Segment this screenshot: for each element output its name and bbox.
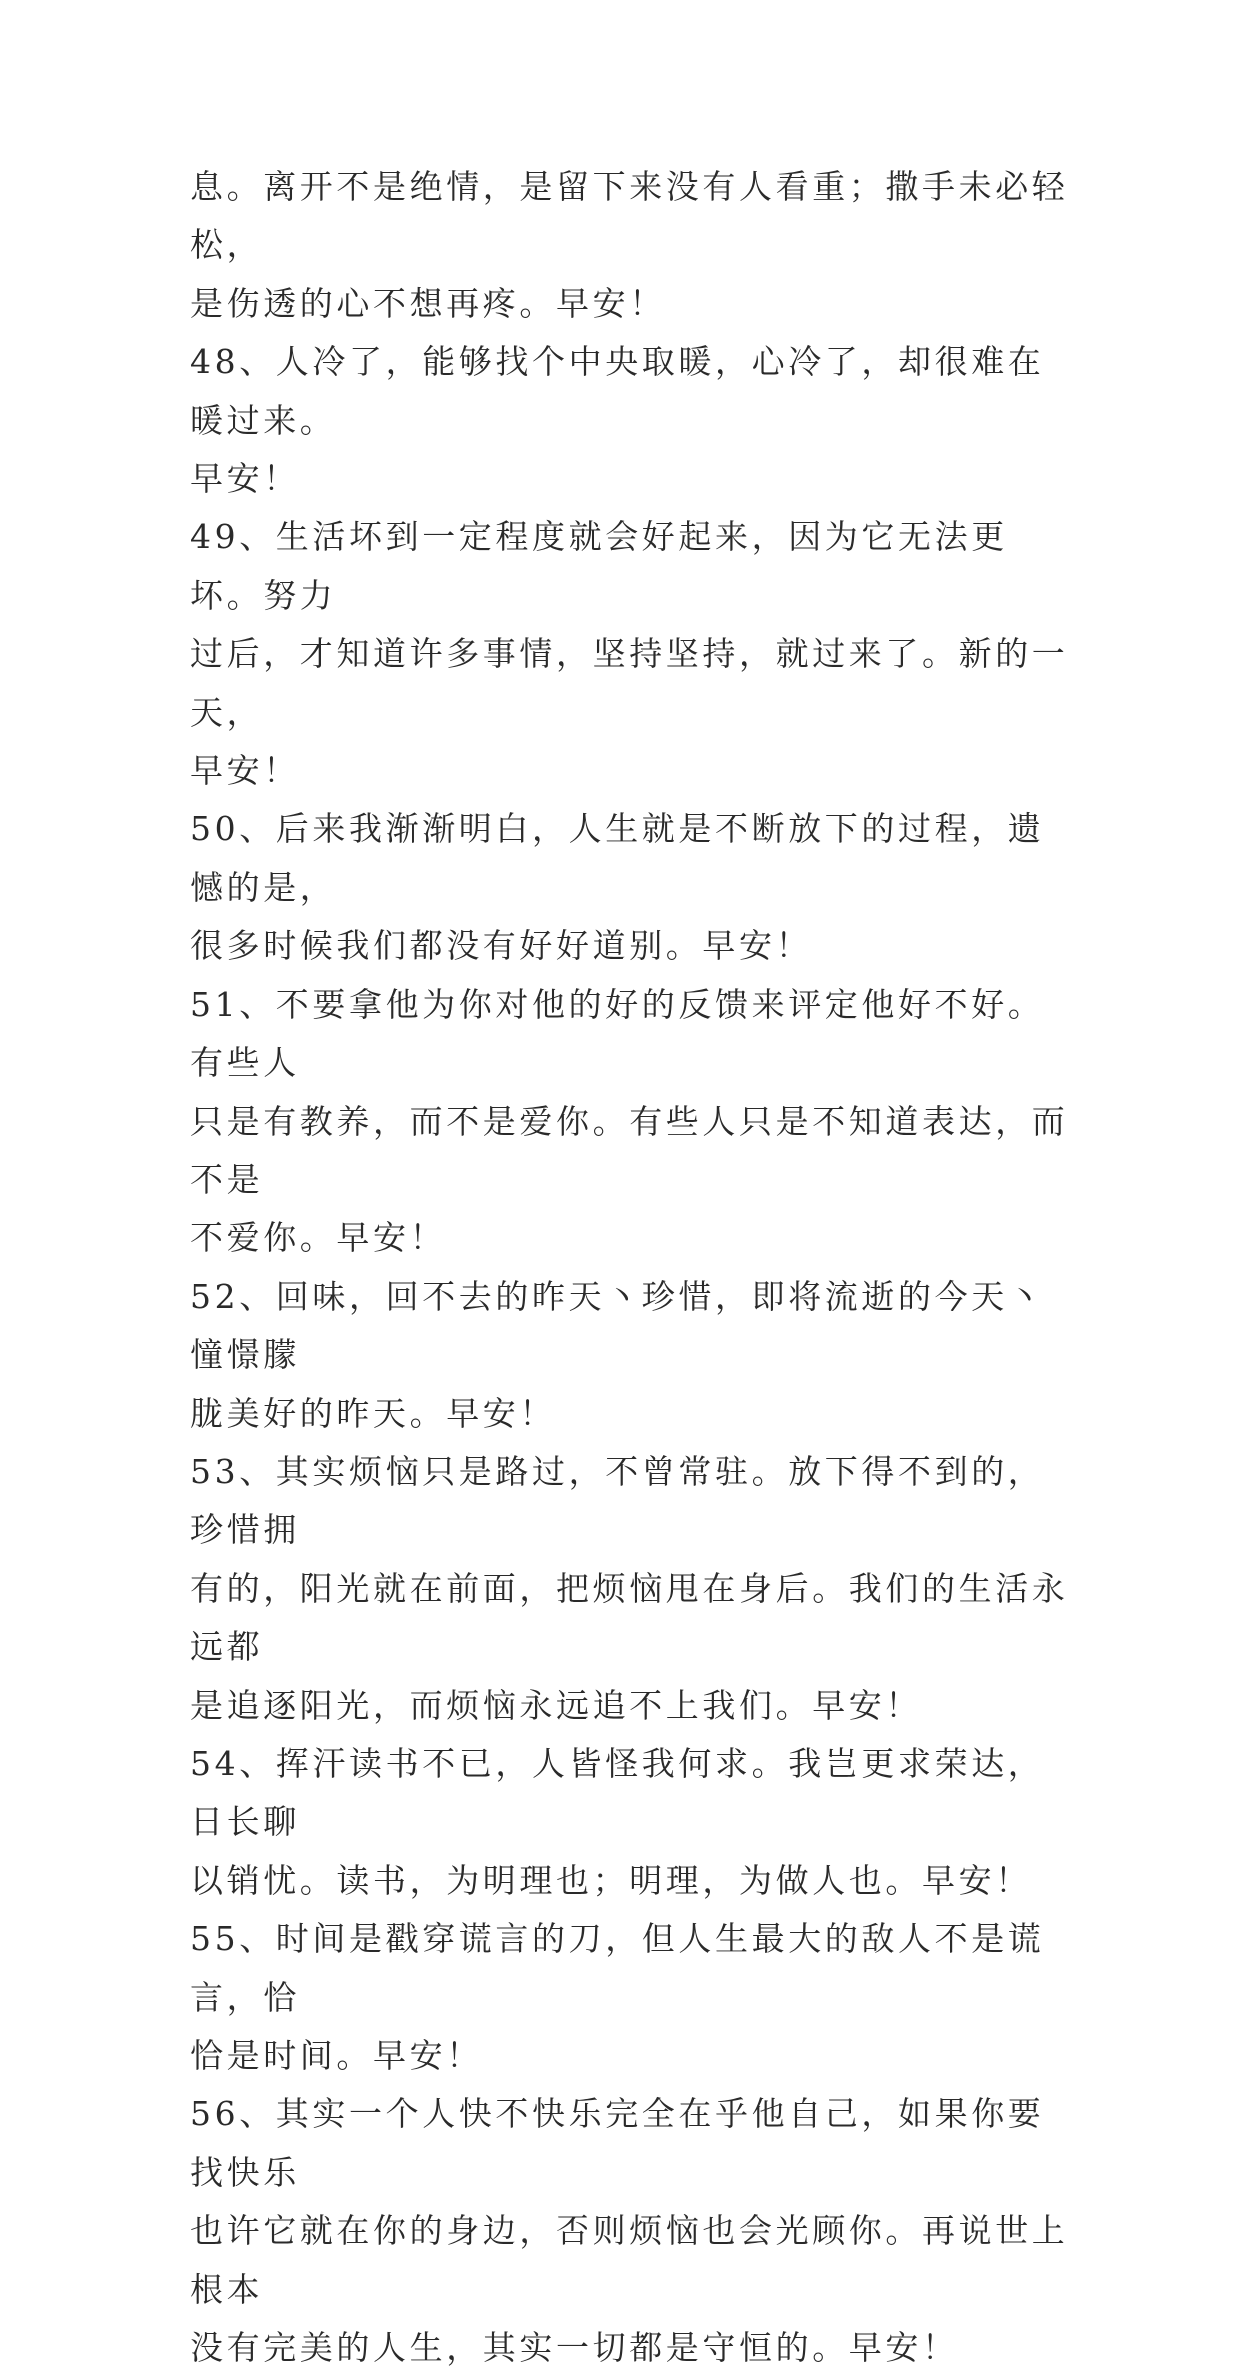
paragraph-53: 53、其实烦恼只是路过，不曾常驻。放下得不到的，珍惜拥 有的，阳光就在前面，把烦恼甩在身后。我们的生活永远都 是追逐阳光，而烦恼永远追不上我们。早安！ [190,1451,1069,1725]
paragraph-52: 52、回味，回不去的昨天丶珍惜，即将流逝的今天丶憧憬朦 胧美好的昨天。早安！ [190,1276,1045,1433]
paragraph-55: 55、时间是戳穿谎言的刀，但人生最大的敌人不是谎言，恰 恰是时间。早安！ [190,1919,1045,2075]
paragraph-49: 49、生活坏到一定程度就会好起来，因为它无法更坏。努力 过后，才知道许多事情，坚持坚持，就过来了。新的一天， 早安！ [190,517,1069,791]
paragraph-continuation: 息。离开不是绝情，是留下来没有人看重；撒手未必轻松， 是伤透的心不想再疼。早安！ [190,167,1069,323]
paragraph-51: 51、不要拿他为你对他的好的反馈来评定他好不好。有些人 只是有教养，而不是爱你。有些人只是不知道表达，而不是 不爱你。早安！ [190,984,1069,1258]
paragraph-54: 54、挥汗读书不已，人皆怪我何求。我岂更求荣达，日长聊 以销忧。读书，为明理也；明理，为做人也。早安！ [190,1743,1045,1900]
paragraph-50: 50、后来我渐渐明白，人生就是不断放下的过程，遗憾的是， 很多时候我们都没有好好道别。早安！ [190,809,1045,966]
paragraph-56: 56、其实一个人快不快乐完全在乎他自己，如果你要找快乐 也许它就在你的身边，否则烦恼也会光顾你。再说世上根本 没有完美的人生，其实一切都是守恒的。早安！ [190,2094,1069,2368]
paragraph-48: 48、人冷了，能够找个中央取暖，心冷了，却很难在暖过来。 早安！ [190,342,1045,499]
document-body [190,158,1070,2377]
